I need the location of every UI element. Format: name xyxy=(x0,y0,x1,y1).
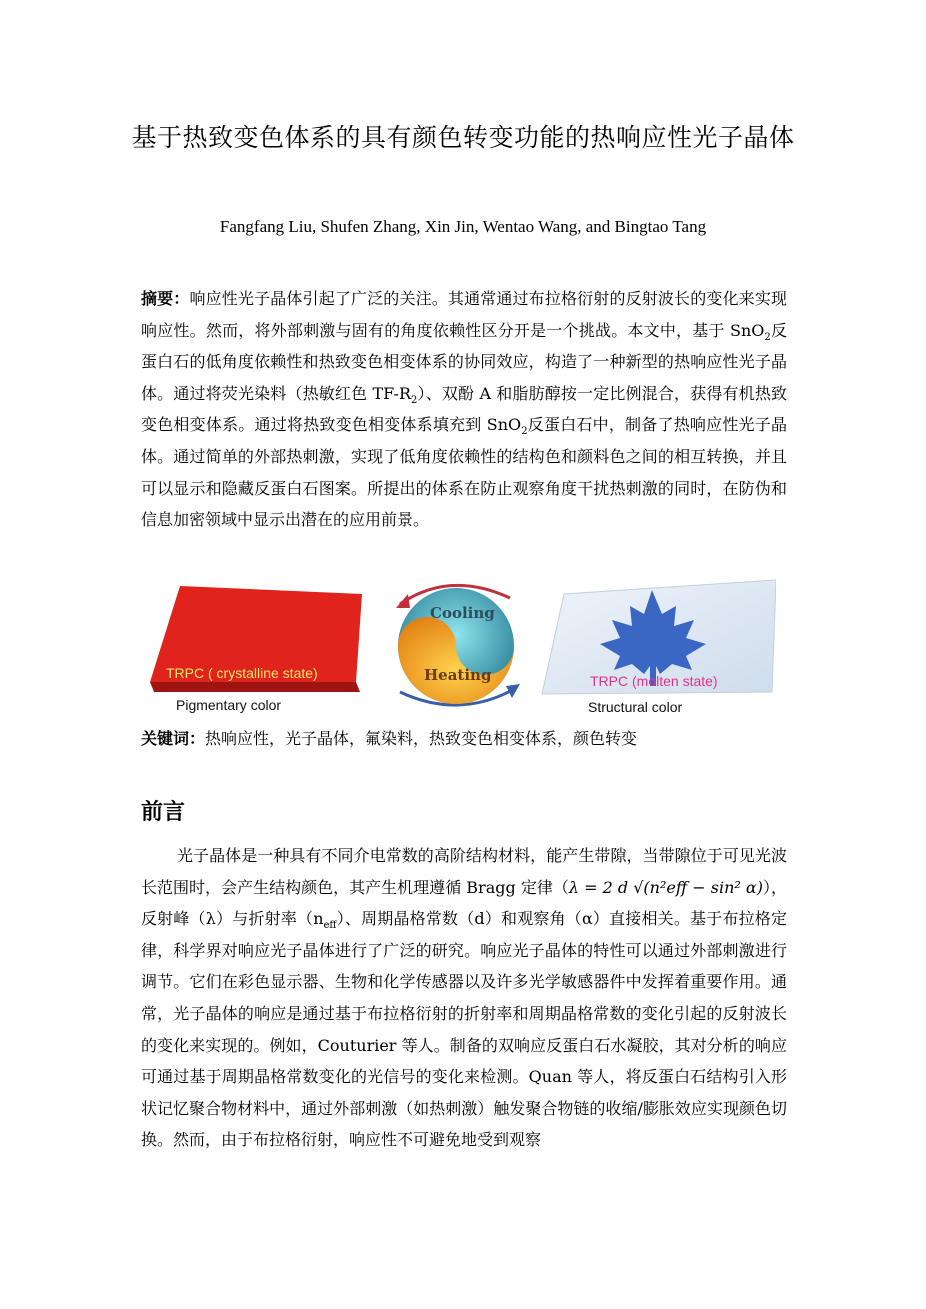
section-heading: 前言 xyxy=(141,800,186,825)
right-box-label: TRPC (molten state) xyxy=(590,673,718,689)
intro-text-a: 光子晶体是一种具有不同介电常数的高阶结构材料，能产生带隙，当带隙位于可见光波长范围时，会产生结构颜色，其产生机理遵循 Bragg 定律（ xyxy=(141,846,787,897)
subscript-2: 2 xyxy=(764,331,771,343)
author-list: Fangfang Liu, Shufen Zhang, Xin Jin, Wentao Wang, and Bingtao Tang xyxy=(219,217,707,236)
keywords-text: 热响应性，光子晶体，氟染料，热致变色相变体系，颜色转变 xyxy=(205,729,638,748)
intro-text-b: ），反射峰（λ）与折射率（n xyxy=(141,877,787,929)
intro-paragraph xyxy=(141,840,787,1156)
right-caption: Structural color xyxy=(588,699,683,715)
keywords-label: 关键词： xyxy=(141,729,206,748)
abstract-text-2: 反蛋白石的低角度依赖性和热致变色相变体系的协同效应，构造了一种新型的热响应性光子晶体。通过将荧光染料（热敏红色 TF-R xyxy=(141,320,787,403)
paper-title: 基于热致变色体系的具有颜色转变功能的热响应性光子晶体 xyxy=(131,123,795,152)
intro-text-c: ）、周期晶格常数（d）和观察角（α）直接相关。基于布拉格定律，科学界对响应光子晶体进行了广泛的研究。响应光子晶体的特性可以通过外部刺激进行调节。它们在彩色显示器、生物和化学传感器以及许多光学敏感器件中发挥着重要作用。通常，光子晶体的响应是通过基于布拉格衍射的折射率和周期晶格常数的变化引起的反射波长的变化来实现的。例如，Couturier 等人。制备的双响应反蛋白石水凝胶，其对分析的响应可通过基于周期晶格常数变化的光信号的变化来检测。Quan 等人，将反蛋白石结构引入形状记忆聚合物材料中，通过外部刺激（如热刺激）触发聚合物链的收缩/膨胀效应实现颜色切换。然而，由于布拉格衍射，响应性不可避免地受到观察 xyxy=(141,909,787,1150)
abstract-text-1: 响应性光子晶体引起了广泛的关注。其通常通过布拉格衍射的反射波长的变化来实现响应性。然而，将外部刺激与固有的角度依赖性区分开是一个挑战。本文中，基于 SnO xyxy=(141,289,787,340)
abstract xyxy=(141,283,787,536)
heating-label: Heating xyxy=(424,666,492,684)
left-caption: Pigmentary color xyxy=(176,697,282,713)
bragg-formula: λ = 2 d √(n²eff − sin² α) xyxy=(568,877,763,897)
graphical-abstract-figure xyxy=(150,574,776,720)
keywords xyxy=(141,723,787,755)
cooling-label: Cooling xyxy=(430,604,495,622)
left-box-label: TRPC ( crystalline state) xyxy=(166,665,318,681)
subscript-2: 2 xyxy=(411,394,418,406)
abstract-text-4: 反蛋白石中，制备了热响应性光子晶体。通过简单的外部热刺激，实现了低角度依赖性的结构色和颜料色之间的相互转换，并且可以显示和隐藏反蛋白石图案。所提出的体系在防止观察角度干扰热刺激的同时，在防伪和信息加密领域中显示出潜在的应用前景。 xyxy=(141,415,787,530)
subscript-eff: eff xyxy=(323,920,337,932)
subscript-2: 2 xyxy=(521,426,528,438)
abstract-label: 摘要： xyxy=(141,289,190,308)
red-slab-side xyxy=(150,682,360,692)
abstract-text-3: ）、双酚 A 和脂肪醇按一定比例混合，获得有机热致变色相变体系。通过将热致变色相变体系填充到 SnO xyxy=(141,383,787,435)
